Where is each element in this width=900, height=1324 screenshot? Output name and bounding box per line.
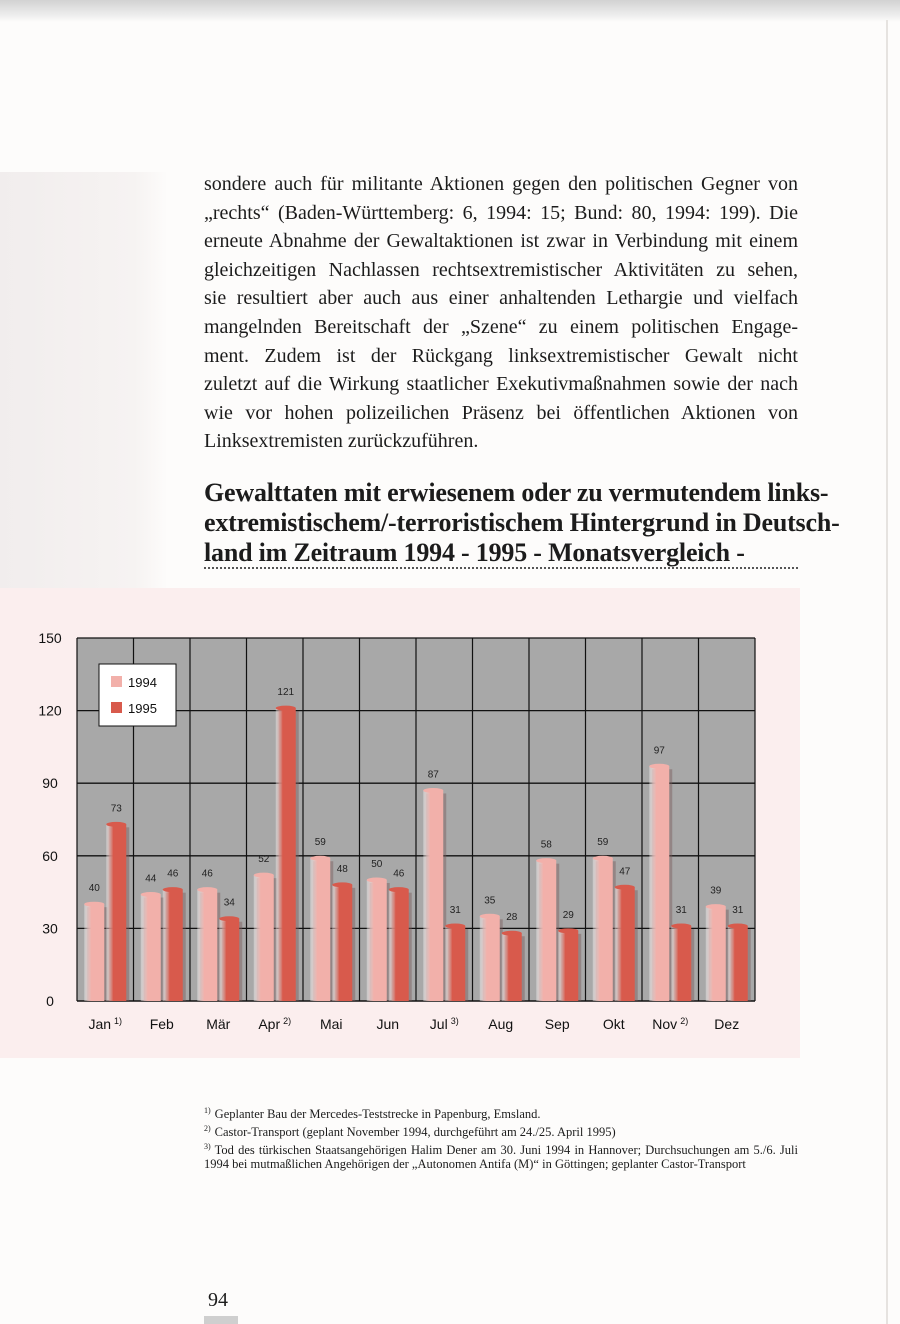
x-tick-footnote: 1) — [114, 1016, 123, 1026]
x-tick-label: Jul $^{3)}$ — [429, 1016, 459, 1032]
title-dotted-rule — [204, 567, 798, 569]
x-tick-label: Sep — [544, 1016, 570, 1032]
x-tick-footnote: 2) — [680, 1016, 689, 1026]
bar-1995 — [389, 890, 409, 1001]
data-label: 31 — [675, 904, 687, 916]
x-tick-label: Apr $^{2)}$ — [258, 1016, 292, 1032]
legend-box — [99, 664, 176, 726]
data-label: 39 — [710, 885, 722, 897]
data-label: 73 — [110, 803, 122, 815]
bar-top — [219, 916, 239, 921]
bar-top — [310, 856, 330, 861]
bar-1994 — [141, 895, 161, 1001]
bar-top — [502, 931, 522, 936]
page-tab-mark — [204, 1316, 238, 1324]
data-label: 47 — [619, 866, 631, 878]
data-label: 121 — [277, 687, 295, 699]
data-label: 44 — [145, 873, 157, 885]
bar-top — [197, 887, 217, 892]
chart-title — [204, 478, 840, 568]
data-label: 34 — [223, 897, 235, 909]
y-tick-label: 150 — [38, 630, 62, 646]
data-label: 97 — [653, 745, 665, 757]
bar-top — [254, 873, 274, 878]
chart-title-line: Gewalttaten mit erwiesenem oder zu vermutendem links- — [204, 478, 829, 507]
footnote — [204, 1122, 798, 1140]
bar-top — [141, 892, 161, 897]
data-label: 87 — [427, 769, 439, 781]
legend-label: 1994 — [128, 675, 157, 690]
bar-1994 — [706, 907, 726, 1001]
bar-top — [480, 914, 500, 919]
data-label: 46 — [393, 868, 405, 880]
bar-1995 — [163, 890, 183, 1001]
data-label: 28 — [506, 912, 518, 924]
bar-top — [389, 887, 409, 892]
footnote-text: Tod des türkischen Staatsangehörigen Halim Dener am 30. Juni 1994 in Hannover; Durchsuchungen am 5./6. Juli 1994 bei mutmaßlichen Angehörigen der „Autonomen Antifa (M)“ in Göttingen; geplanter Castor-Transport — [204, 1142, 798, 1172]
bar-1995 — [219, 919, 239, 1001]
bar-top — [84, 902, 104, 907]
footnote-text: Geplanter Bau der Mercedes-Teststrecke in Papenburg, Emsland. — [214, 1107, 541, 1122]
bar-top — [423, 788, 443, 793]
data-label: 29 — [562, 909, 574, 921]
bar-top — [276, 706, 296, 711]
page-number: 94 — [208, 1289, 228, 1311]
body-line: sondere auch für militante Aktionen gegen den politischen Gegner von — [204, 173, 798, 195]
body-line: mangelnden Bereitschaft der „Szene“ zu einem politischen Engage- — [204, 315, 798, 338]
bar-1994 — [197, 890, 217, 1001]
bar-chart — [0, 620, 800, 1050]
body-line: erneute Abnahme der Gewaltaktionen ist zwar in Verbindung mit einem — [204, 230, 798, 253]
x-tick-label: Jun — [376, 1016, 400, 1032]
footnote-text: Castor-Transport (geplant November 1994, durchgeführt am 24./25. April 1995) — [214, 1124, 616, 1139]
bar-top — [558, 928, 578, 933]
y-tick-label: 60 — [42, 847, 58, 864]
x-tick-footnote: 2) — [283, 1016, 292, 1026]
bar-1995 — [502, 933, 522, 1001]
margin-shading — [0, 172, 168, 592]
bar-1994 — [84, 904, 104, 1001]
data-label: 59 — [597, 837, 609, 849]
x-tick-label: Dez — [714, 1016, 740, 1032]
y-tick-label: 30 — [42, 920, 58, 937]
data-label: 58 — [540, 839, 552, 851]
body-line: sie resultiert aber auch aus einer anhaltenden Lethargie und vielfach — [204, 287, 798, 310]
x-tick-label: Okt — [602, 1016, 625, 1032]
bar-1994 — [367, 880, 387, 1001]
bar-top — [106, 822, 126, 827]
data-label: 46 — [167, 868, 179, 880]
bar-top — [706, 904, 726, 909]
footnote-mark: 3) — [204, 1141, 211, 1151]
body-line: zuletzt auf die Wirkung staatlicher Exekutivmaßnahmen sowie der nach — [204, 373, 798, 396]
data-label: 52 — [258, 854, 270, 866]
bar-1994 — [423, 790, 443, 1001]
data-label: 31 — [732, 904, 744, 916]
body-line: ment. Zudem ist der Rückgang linksextremistischer Gewalt nicht — [204, 344, 798, 367]
bar-top — [163, 887, 183, 892]
footnote — [204, 1140, 798, 1172]
x-tick-label: Nov $^{2)}$ — [652, 1016, 689, 1032]
bar-1995 — [332, 885, 352, 1001]
bar-top — [593, 856, 613, 861]
bar-top — [649, 764, 669, 769]
bar-top — [615, 885, 635, 890]
bar-1995 — [558, 931, 578, 1001]
data-label: 40 — [88, 883, 100, 895]
bar-top — [367, 878, 387, 883]
body-paragraph — [204, 170, 798, 456]
page-right-edge — [886, 20, 888, 1324]
bar-1994 — [649, 766, 669, 1001]
x-tick-label: Mär — [206, 1016, 231, 1032]
footnote-mark: 2) — [204, 1123, 211, 1133]
bar-top — [728, 923, 748, 928]
x-tick-label: Jan $^{1)}$ — [88, 1016, 123, 1032]
x-tick-footnote: 3) — [450, 1016, 459, 1026]
bar-1994 — [480, 916, 500, 1001]
page-top-edge — [0, 0, 900, 22]
bar-1995 — [276, 708, 296, 1001]
body-line: wie vor hohen polizeilichen Präsenz bei öffentlichen Aktionen von — [204, 401, 798, 424]
footnote-mark: 1) — [204, 1106, 211, 1115]
bar-top — [536, 858, 556, 863]
bar-top — [445, 923, 465, 928]
x-tick-label: Aug — [488, 1016, 514, 1032]
legend-label: 1995 — [128, 701, 157, 716]
chart-title-line: land im Zeitraum 1994 - 1995 - Monatsvergleich - — [204, 538, 745, 567]
legend-swatch — [111, 676, 122, 687]
bar-1994 — [593, 858, 613, 1001]
legend-swatch — [111, 702, 122, 713]
data-label: 46 — [201, 868, 213, 880]
bar-top — [332, 882, 352, 887]
bar-1995 — [445, 926, 465, 1001]
x-tick-label: Feb — [149, 1016, 174, 1032]
data-label: 35 — [484, 895, 496, 907]
bar-1995 — [728, 926, 748, 1001]
bar-1994 — [254, 875, 274, 1001]
data-label: 59 — [314, 837, 326, 849]
y-tick-label: 120 — [38, 702, 62, 719]
bar-top — [671, 923, 691, 928]
bar-1995 — [615, 887, 635, 1001]
body-line: Linksextremisten zurückzuführen. — [204, 430, 479, 453]
body-line: „rechts“ (Baden-Württemberg: 6, 1994: 15; Bund: 80, 1994: 199). Die — [204, 201, 798, 224]
bar-1995 — [671, 926, 691, 1001]
bar-1994 — [536, 861, 556, 1001]
bar-1995 — [106, 824, 126, 1001]
bar-1994 — [310, 858, 330, 1001]
body-line: gleichzeitigen Nachlassen rechtsextremistischer Aktivitäten zu sehen, — [204, 258, 798, 281]
data-label: 31 — [449, 904, 461, 916]
x-tick-label: Mai — [319, 1016, 343, 1032]
data-label: 50 — [371, 859, 383, 870]
y-tick-label: 90 — [42, 775, 58, 792]
chart-title-line: extremistischem/-terroristischem Hintergrund in Deutsch- — [204, 508, 840, 537]
data-label: 48 — [336, 863, 348, 875]
footnote — [204, 1104, 798, 1122]
y-tick-label: 0 — [46, 993, 54, 1009]
footnotes — [204, 1104, 798, 1172]
